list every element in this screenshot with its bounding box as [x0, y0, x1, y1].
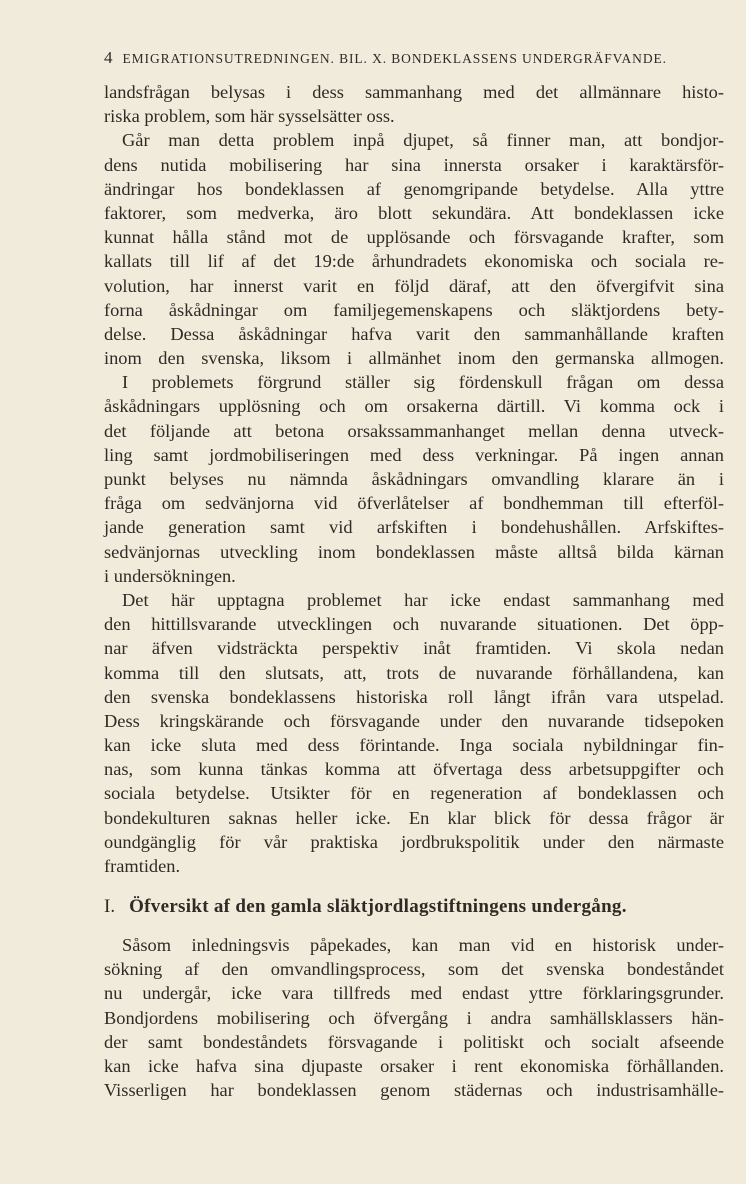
text-line: sökning af den omvandlingsprocess, som det svenska bondeståndet — [104, 959, 724, 980]
text-line: Visserligen har bondeklassen genom städernas och industrisamhälle- — [104, 1080, 724, 1101]
text-line: I problemets förgrund ställer sig fördenskull frågan om dessa — [122, 372, 724, 393]
intro-text — [104, 80, 724, 878]
text-line: sociala betydelse. Utsikter för en regeneration af bondeklassen och — [104, 783, 724, 804]
text-line: sedvänjornas utveckling inom bondeklassen måste alltså bilda kärnan — [104, 541, 724, 562]
text-line: kallats till lif af det 19:de århundradets ekonomiska och sociala re- — [104, 251, 724, 272]
text-line: åskådningars upplösning och om orsakerna därtill. Vi komma ock i — [104, 396, 724, 417]
text-line: kan icke hafva sina djupaste orsaker i rent ekonomiska förhållanden. — [104, 1055, 724, 1076]
text-line: volution, har innerst varit en följd däraf, att den öfvergifvit sina — [104, 275, 724, 296]
text-line: Går man detta problem inpå djupet, så finner man, att bondjor- — [122, 130, 724, 151]
text-line: det följande att betona orsakssammanhanget mellan denna utveck- — [104, 420, 724, 441]
text-line: nas, som kunna tänkas komma att öfvertaga dess arbetsuppgifter och — [104, 759, 724, 780]
section-number: I. — [104, 896, 116, 917]
text-line: punkt belyses nu nämnda åskådningars omvandling klarare än i — [104, 469, 724, 489]
text-line: jande generation samt vid arfskiften i bondehushållen. Arfskiftes- — [104, 517, 724, 538]
running-header — [104, 48, 724, 68]
text-line: riska problem, som här sysselsätter oss. — [104, 106, 395, 127]
text-line: den svenska bondeklassens historiska roll långt ifrån vara utspelad. — [104, 686, 724, 707]
text-line: forna åskådningar om familjegemenskapens och släktjordens bety- — [104, 299, 724, 320]
text-line: dens nutida mobilisering har sina innersta orsaker i karaktärsför- — [104, 154, 724, 175]
text-line: ändringar hos bondeklassen af genomgripande betydelse. Alla yttre — [104, 178, 724, 199]
text-line: ling samt jordmobiliseringen med dess verkningar. På ingen annan — [104, 444, 724, 465]
text-line: den hittillsvarande utvecklingen och nuvarande situationen. Det öpp- — [104, 614, 724, 635]
text-line: fråga om sedvänjorna vid öfverlåtelser af bondhemman till efterföl- — [104, 493, 724, 514]
text-line: Såsom inledningsvis påpekades, kan man vid en historisk under- — [122, 935, 724, 955]
section-text — [104, 933, 724, 1102]
text-line: der samt bondeståndets försvagande i politiskt och socialt afseende — [104, 1031, 724, 1052]
text-line: nu undergår, icke vara tillfreds med endast yttre förklaringsgrunder. — [104, 983, 724, 1004]
text-line: landsfrågan belysas i dess sammanhang med det allmännare histo- — [104, 82, 724, 102]
text-line: kan icke sluta med dess förintande. Inga sociala nybildningar fin- — [104, 735, 724, 756]
text-line: oundgänglig för vår praktiska jordbrukspolitik under den närmaste — [104, 831, 724, 852]
text-line: faktorer, som medverka, äro blott sekundära. Att bondeklassen icke — [104, 202, 724, 223]
text-line: Det här upptagna problemet har icke endast sammanhang med — [122, 589, 724, 610]
text-line: delse. Dessa åskådningar hafva varit den sammanhållande kraften — [104, 323, 724, 344]
text-line: Dess kringskärande och försvagande under den nuvarande tidsepoken — [104, 710, 724, 731]
section-title: Öfversikt af den gamla släktjordlagstiftningens undergång. — [129, 896, 627, 917]
text-line: inom den svenska, liksom i allmänhet inom den germanska allmogen. — [104, 348, 724, 369]
text-line: komma till den slutsats, att, trots de nuvarande förhållandena, kan — [104, 662, 724, 683]
text-line: framtiden. — [104, 856, 181, 876]
text-line: kunnat hålla stånd mot de upplösande och försvagande krafter, som — [104, 227, 724, 248]
page-number: 4 — [104, 48, 113, 67]
text-line: Bondjordens mobilisering och öfvergång i andra samhällsklassers hän- — [104, 1007, 724, 1028]
running-title: EMIGRATIONSUTREDNINGEN. BIL. X. BONDEKLASSENS UNDERGRÄFVANDE. — [122, 51, 667, 66]
text-line: i undersökningen. — [104, 565, 236, 586]
section-heading — [104, 894, 724, 920]
text-line: nar äfven vidsträckta perspektiv inåt framtiden. Vi skola nedan — [104, 638, 724, 659]
text-line: bondekulturen saknas heller icke. En klar blick för dessa frågor är — [104, 807, 724, 828]
